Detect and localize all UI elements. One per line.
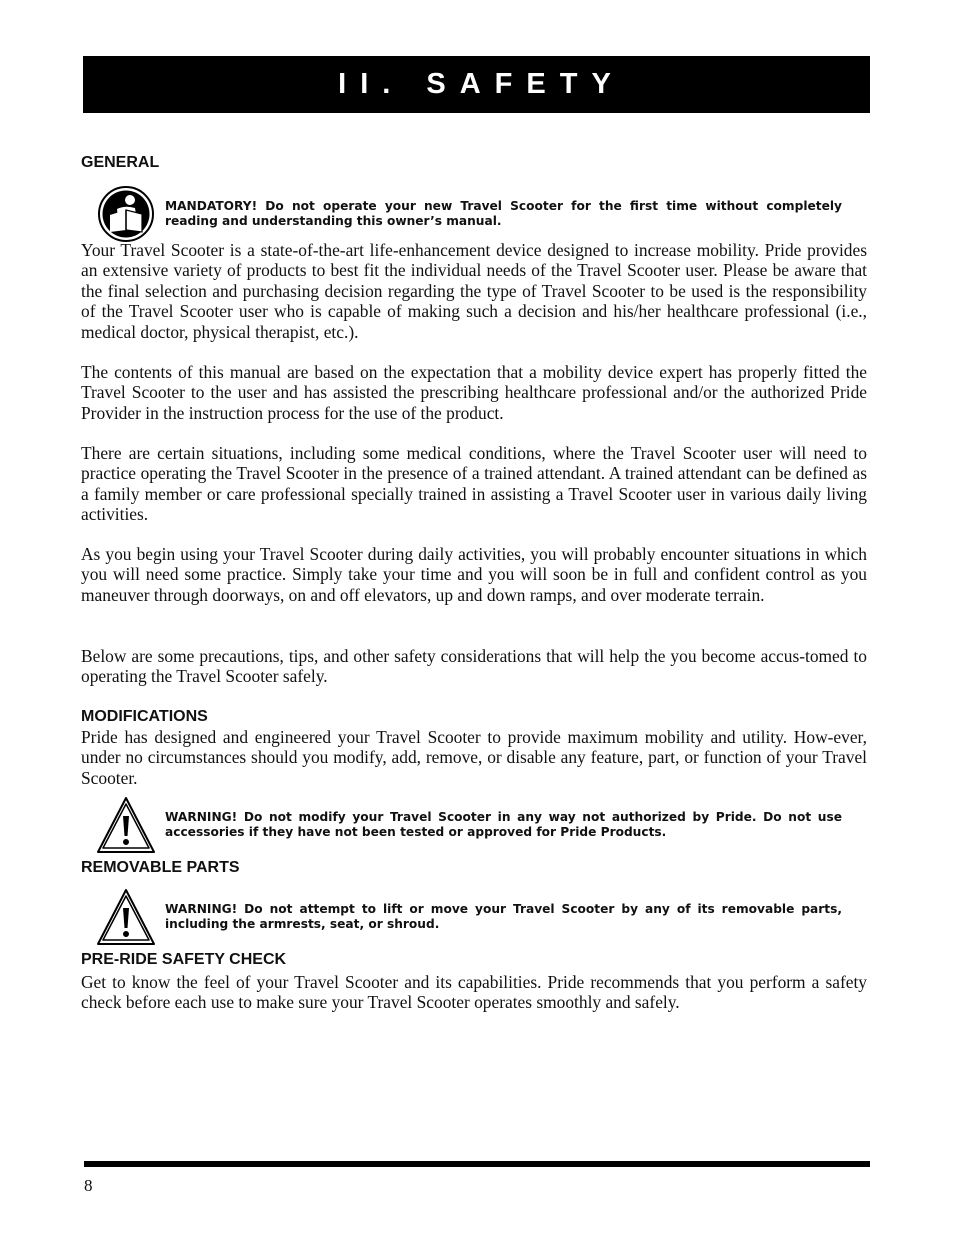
warning-triangle-icon [97,888,155,946]
general-paragraph-1: Your Travel Scooter is a state-of-the-art life-enhancement device designed to increase mobility. Pride provides an extensive variety of products to best fit the individual needs of the Travel Scooter user. Please be aware that the final selection and purchasing decision regarding the type of Travel Scooter to be used is the responsibility of the Travel Scooter user who is capable of making such a decision and his/her healthcare professional (i.e., medical doctor, physical therapist, etc.). [81,240,867,342]
modifications-paragraph: Pride has designed and engineered your Travel Scooter to provide maximum mobility and utility. How-ever, under no circumstances should you modify, add, remove, or disable any feature, part, or function of your Travel Scooter. [81,727,867,788]
page-number: 8 [84,1176,93,1195]
general-paragraph-3: There are certain situations, including some medical conditions, where the Travel Scooter user will need to practice operating the Travel Scooter in the presence of a trained attendant. A trained attendant can be defined as a family member or care professional specially trained in assisting a Travel Scooter user in various daily living activities. [81,443,867,525]
read-manual-icon [97,185,155,243]
removable-parts-warning [97,888,842,946]
mandatory-notice [97,185,842,243]
general-paragraph-4: As you begin using your Travel Scooter during daily activities, you will probably encounter situations in which you will need some practice. Simply take your time and you will soon be in full and confident control as you maneuver through doorways, on and off elevators, up and down ramps, and over moderate terrain. [81,544,867,605]
warning-triangle-icon [97,796,155,854]
general-paragraph-2: The contents of this manual are based on the expectation that a mobility device expert has properly fitted the Travel Scooter to the user and has assisted the prescribing healthcare professional and/or the authorized Pride Provider in the instruction process for the use of the product. [81,362,867,423]
section-banner [83,56,870,113]
pre-ride-paragraph: Get to know the feel of your Travel Scooter and its capabilities. Pride recommends that you perform a safety check before each use to make sure your Travel Scooter operates smoothly and safely. [81,972,867,1013]
removable-parts-warning-text: WARNING! Do not attempt to lift or move your Travel Scooter by any of its removable parts, including the armrests, seat, or shroud. [165,902,842,931]
heading-pre-ride-safety-check: PRE-RIDE SAFETY CHECK [81,951,287,968]
heading-general: GENERAL [81,154,160,171]
mandatory-text: MANDATORY! Do not operate your new Travel Scooter for the first time without completely reading and understanding this owner’s manual. [165,199,842,228]
section-title: II. SAFETY [338,68,625,100]
general-paragraph-5: Below are some precautions, tips, and other safety considerations that will help the you become accus-tomed to operating the Travel Scooter safely. [81,646,867,687]
modifications-warning-text: WARNING! Do not modify your Travel Scooter in any way not authorized by Pride. Do not use accessories if they have not been tested or approved for Pride Products. [165,810,842,839]
modifications-warning [97,796,842,854]
footer-rule [84,1161,870,1167]
heading-removable-parts: REMOVABLE PARTS [81,859,240,876]
heading-modifications: MODIFICATIONS [81,708,208,725]
